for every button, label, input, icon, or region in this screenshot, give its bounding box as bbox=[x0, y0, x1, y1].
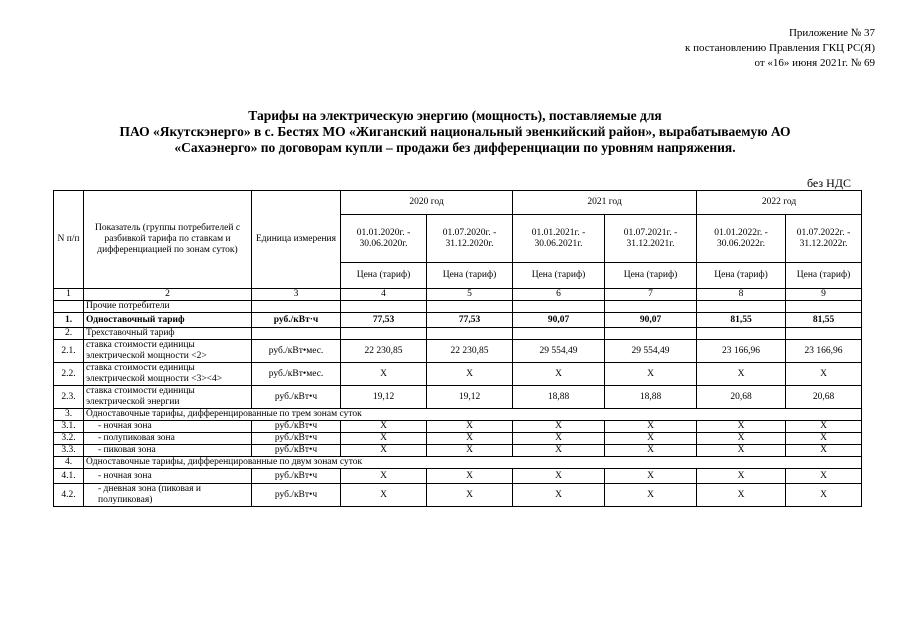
row-value: X bbox=[697, 421, 786, 433]
document-title bbox=[40, 108, 870, 156]
appendix-reference bbox=[685, 26, 875, 71]
col-number: 4 bbox=[341, 289, 427, 301]
row-label: - ночная зона bbox=[84, 421, 252, 433]
header-year-2021: 2021 год bbox=[513, 191, 697, 215]
table-row bbox=[54, 340, 862, 363]
row-num: 4.2. bbox=[54, 484, 84, 507]
row-label: Одноставочные тарифы, дифференцированные по двум зонам суток bbox=[84, 457, 862, 469]
row-unit: руб./кВт•ч bbox=[252, 386, 341, 409]
row-unit: руб./кВт•ч bbox=[252, 484, 341, 507]
row-num: 3.3. bbox=[54, 445, 84, 457]
row-label: - полупиковая зона bbox=[84, 433, 252, 445]
row-value: X bbox=[697, 469, 786, 484]
row-num: 2.2. bbox=[54, 363, 84, 386]
row-unit: руб./кВт•ч bbox=[252, 445, 341, 457]
row-label: Трехставочный тариф bbox=[84, 328, 252, 340]
row-num: 2.3. bbox=[54, 386, 84, 409]
row-unit: руб./кВт•ч bbox=[252, 421, 341, 433]
row-value: X bbox=[513, 363, 605, 386]
row-value: X bbox=[427, 433, 513, 445]
row-value: 23 166,96 bbox=[697, 340, 786, 363]
row-value: 18,88 bbox=[513, 386, 605, 409]
row-value: 90,07 bbox=[513, 313, 605, 328]
row-value: X bbox=[341, 484, 427, 507]
row-num: 4.1. bbox=[54, 469, 84, 484]
col-number: 5 bbox=[427, 289, 513, 301]
table-row bbox=[54, 457, 862, 469]
row-num: 2.1. bbox=[54, 340, 84, 363]
row-label: ставка стоимости единицы электрической мощности <3><4> bbox=[84, 363, 252, 386]
row-value: 19,12 bbox=[427, 386, 513, 409]
header-period: 01.01.2022г. - 30.06.2022г. bbox=[697, 215, 786, 263]
header-period: 01.01.2020г. - 30.06.2020г. bbox=[341, 215, 427, 263]
row-value: X bbox=[605, 484, 697, 507]
tariff-table bbox=[53, 190, 862, 507]
row-value: X bbox=[513, 421, 605, 433]
row-value: X bbox=[786, 433, 862, 445]
row-label: - пиковая зона bbox=[84, 445, 252, 457]
section-label: Прочие потребители bbox=[84, 301, 252, 313]
row-value: X bbox=[697, 484, 786, 507]
col-number: 1 bbox=[54, 289, 84, 301]
header-price: Цена (тариф) bbox=[697, 263, 786, 289]
header-price: Цена (тариф) bbox=[427, 263, 513, 289]
row-label: ставка стоимости единицы электрической мощности <2> bbox=[84, 340, 252, 363]
row-value: X bbox=[786, 469, 862, 484]
row-num: 1. bbox=[54, 313, 84, 328]
row-value: X bbox=[697, 445, 786, 457]
table-row bbox=[54, 363, 862, 386]
row-value: X bbox=[427, 469, 513, 484]
col-number: 6 bbox=[513, 289, 605, 301]
row-unit: руб./кВт•ч bbox=[252, 469, 341, 484]
title-line-2: ПАО «Якутскэнерго» в с. Бестях МО «Жиганский национальный эвенкийский район», вырабатываемую АО bbox=[119, 124, 791, 139]
row-num: 3.2. bbox=[54, 433, 84, 445]
header-period: 01.07.2020г. - 31.12.2020г. bbox=[427, 215, 513, 263]
appendix-number: Приложение № 37 bbox=[788, 27, 875, 39]
table-row bbox=[54, 409, 862, 421]
row-value: X bbox=[427, 445, 513, 457]
row-value: 22 230,85 bbox=[341, 340, 427, 363]
table-row bbox=[54, 433, 862, 445]
row-value: X bbox=[341, 363, 427, 386]
col-number: 9 bbox=[786, 289, 862, 301]
row-value: X bbox=[513, 445, 605, 457]
row-value: X bbox=[786, 421, 862, 433]
row-value: X bbox=[605, 469, 697, 484]
row-value: X bbox=[427, 363, 513, 386]
row-value: 81,55 bbox=[786, 313, 862, 328]
row-num: 2. bbox=[54, 328, 84, 340]
row-value: X bbox=[697, 363, 786, 386]
header-price: Цена (тариф) bbox=[786, 263, 862, 289]
title-line-3: «Сахаэнерго» по договорам купли – продажи без дифференциации по уровням напряжения. bbox=[174, 140, 736, 155]
row-value: X bbox=[427, 484, 513, 507]
header-unit: Единица измерения bbox=[252, 191, 341, 289]
row-value: X bbox=[513, 469, 605, 484]
col-number: 8 bbox=[697, 289, 786, 301]
row-unit: руб./кВт•мес. bbox=[252, 340, 341, 363]
row-value: 22 230,85 bbox=[427, 340, 513, 363]
row-value: X bbox=[341, 445, 427, 457]
header-num: N п/п bbox=[54, 191, 84, 289]
table-row bbox=[54, 421, 862, 433]
appendix-date: от «16» июня 2021г. № 69 bbox=[754, 57, 875, 69]
header-price: Цена (тариф) bbox=[605, 263, 697, 289]
row-value: X bbox=[341, 469, 427, 484]
row-value: X bbox=[786, 484, 862, 507]
header-indicator: Показатель (группы потребителей с разбивкой тарифа по ставкам и дифференциацией по зонам суток) bbox=[84, 191, 252, 289]
table-row bbox=[54, 328, 862, 340]
header-price: Цена (тариф) bbox=[513, 263, 605, 289]
row-value: X bbox=[513, 433, 605, 445]
row-value: 29 554,49 bbox=[513, 340, 605, 363]
table-row bbox=[54, 469, 862, 484]
row-value: 77,53 bbox=[341, 313, 427, 328]
row-num: 4. bbox=[54, 457, 84, 469]
row-value: 29 554,49 bbox=[605, 340, 697, 363]
row-value: X bbox=[605, 363, 697, 386]
row-value: 20,68 bbox=[697, 386, 786, 409]
header-period: 01.07.2021г. - 31.12.2021г. bbox=[605, 215, 697, 263]
row-value: X bbox=[605, 421, 697, 433]
row-unit: руб./кВт•мес. bbox=[252, 363, 341, 386]
row-label: - дневная зона (пиковая и полупиковая) bbox=[84, 484, 252, 507]
row-value: X bbox=[341, 421, 427, 433]
title-line-1: Тарифы на электрическую энергию (мощность), поставляемые для bbox=[248, 108, 662, 123]
header-year-2020: 2020 год bbox=[341, 191, 513, 215]
row-value: 77,53 bbox=[427, 313, 513, 328]
appendix-decree: к постановлению Правления ГКЦ РС(Я) bbox=[685, 42, 875, 54]
col-number: 2 bbox=[84, 289, 252, 301]
row-value: 90,07 bbox=[605, 313, 697, 328]
row-value: X bbox=[786, 445, 862, 457]
row-value: X bbox=[697, 433, 786, 445]
row-value: X bbox=[513, 484, 605, 507]
row-unit: руб./кВт·ч bbox=[252, 313, 341, 328]
header-period: 01.07.2022г. - 31.12.2022г. bbox=[786, 215, 862, 263]
row-label: ставка стоимости единицы электрической энергии bbox=[84, 386, 252, 409]
row-label: - ночная зона bbox=[84, 469, 252, 484]
table-row bbox=[54, 313, 862, 328]
table-row bbox=[54, 445, 862, 457]
row-label: Одноставочный тариф bbox=[84, 313, 252, 328]
row-value: X bbox=[427, 421, 513, 433]
col-number: 3 bbox=[252, 289, 341, 301]
row-value: X bbox=[341, 433, 427, 445]
row-value: 23 166,96 bbox=[786, 340, 862, 363]
row-value: X bbox=[605, 433, 697, 445]
row-num: 3.1. bbox=[54, 421, 84, 433]
table-row bbox=[54, 484, 862, 507]
row-value: 20,68 bbox=[786, 386, 862, 409]
col-number: 7 bbox=[605, 289, 697, 301]
row-value: 18,88 bbox=[605, 386, 697, 409]
column-number-row bbox=[54, 289, 862, 301]
section-row-other-consumers bbox=[54, 301, 862, 313]
table-row bbox=[54, 386, 862, 409]
vat-note: без НДС bbox=[806, 176, 851, 190]
row-value: 81,55 bbox=[697, 313, 786, 328]
row-value: X bbox=[786, 363, 862, 386]
row-label: Одноставочные тарифы, дифференцированные по трем зонам суток bbox=[84, 409, 862, 421]
header-row-years bbox=[54, 191, 862, 215]
row-value: X bbox=[605, 445, 697, 457]
row-unit: руб./кВт•ч bbox=[252, 433, 341, 445]
row-num: 3. bbox=[54, 409, 84, 421]
header-period: 01.01.2021г. - 30.06.2021г. bbox=[513, 215, 605, 263]
header-year-2022: 2022 год bbox=[697, 191, 862, 215]
row-value: 19,12 bbox=[341, 386, 427, 409]
header-price: Цена (тариф) bbox=[341, 263, 427, 289]
